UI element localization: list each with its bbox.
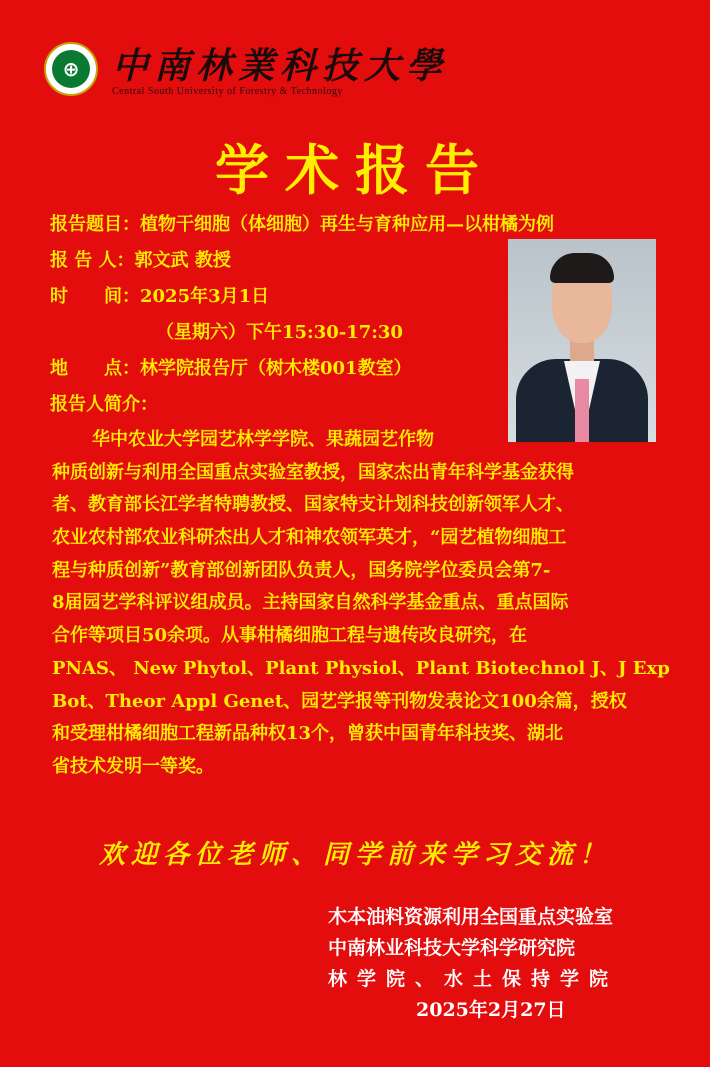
bio-line: 程与种质创新”教育部创新团队负责人，国务院学位委员会第7-	[52, 559, 551, 581]
speaker-row	[50, 246, 231, 272]
speaker-value: 郭文武 教授	[134, 250, 231, 271]
topic-label: 报告题目：	[50, 214, 140, 235]
university-logo	[44, 42, 98, 96]
issue-date: 2025年2月27日	[416, 999, 566, 1021]
organizers	[328, 902, 658, 1026]
photo-hair	[550, 253, 614, 283]
bio-line: Bot、Theor Appl Genet、园艺学报等刊物发表论文100余篇，授权	[52, 690, 627, 712]
university-name-en: Central South University of Forestry & Technology	[112, 86, 343, 97]
topic-value: 植物干细胞（体细胞）再生与育种应用—以柑橘为例	[140, 214, 554, 235]
speaker-label: 报 告 人：	[50, 250, 135, 271]
organizer-1: 木本油料资源利用全国重点实验室	[328, 906, 614, 928]
time-row-2	[156, 318, 403, 344]
time-value-2: （星期六）下午15:30-17:30	[156, 322, 403, 343]
organizer-2: 中南林业科技大学科学研究院	[328, 937, 576, 959]
bio-label: 报告人简介：	[50, 394, 158, 415]
bio-line: 省技术发明一等奖。	[52, 755, 214, 777]
welcome-message: 欢迎各位老师、同学前来学习交流！	[98, 840, 611, 870]
university-name: 中南林業科技大學	[112, 45, 449, 87]
place-label: 地 点：	[50, 358, 140, 379]
bio-line: 种质创新与利用全国重点实验室教授，国家杰出青年科学基金获得	[52, 461, 574, 483]
logo-emblem	[52, 50, 90, 88]
bio-line: 农业农村部农业科研杰出人才和神农领军英才，“园艺植物细胞工	[52, 527, 567, 549]
bio-label-row	[50, 390, 158, 416]
bio-line: 和受理柑橘细胞工程新品种权13个，曾获中国青年科技奖、湖北	[52, 723, 564, 745]
time-value: 2025年3月1日	[140, 286, 270, 307]
speaker-bio	[52, 424, 670, 784]
organizer-3: 林学院、水土保持学院	[328, 968, 619, 990]
speaker-photo	[508, 239, 656, 442]
bio-line: PNAS、 New Phytol、Plant Physiol、Plant Biotechnol J、J Exp	[52, 657, 670, 679]
topic-row	[50, 210, 554, 236]
place-value: 林学院报告厅（树木楼001教室）	[140, 358, 412, 379]
tree-icon: ⊕	[62, 57, 80, 81]
bio-line: 华中农业大学园艺林学学院、果蔬园艺作物	[92, 429, 434, 450]
bio-line: 合作等项目50余项。从事柑橘细胞工程与遗传改良研究，在	[52, 625, 528, 647]
time-row	[50, 282, 269, 308]
bio-line: 8届园艺学科评议组成员。主持国家自然科学基金重点、重点国际	[52, 592, 569, 614]
bio-line: 者、教育部长江学者特聘教授、国家特支计划科技创新领军人才、	[52, 494, 574, 516]
poster-title: 学术报告	[215, 139, 495, 202]
place-row	[50, 354, 412, 380]
time-label: 时 间：	[50, 286, 140, 307]
